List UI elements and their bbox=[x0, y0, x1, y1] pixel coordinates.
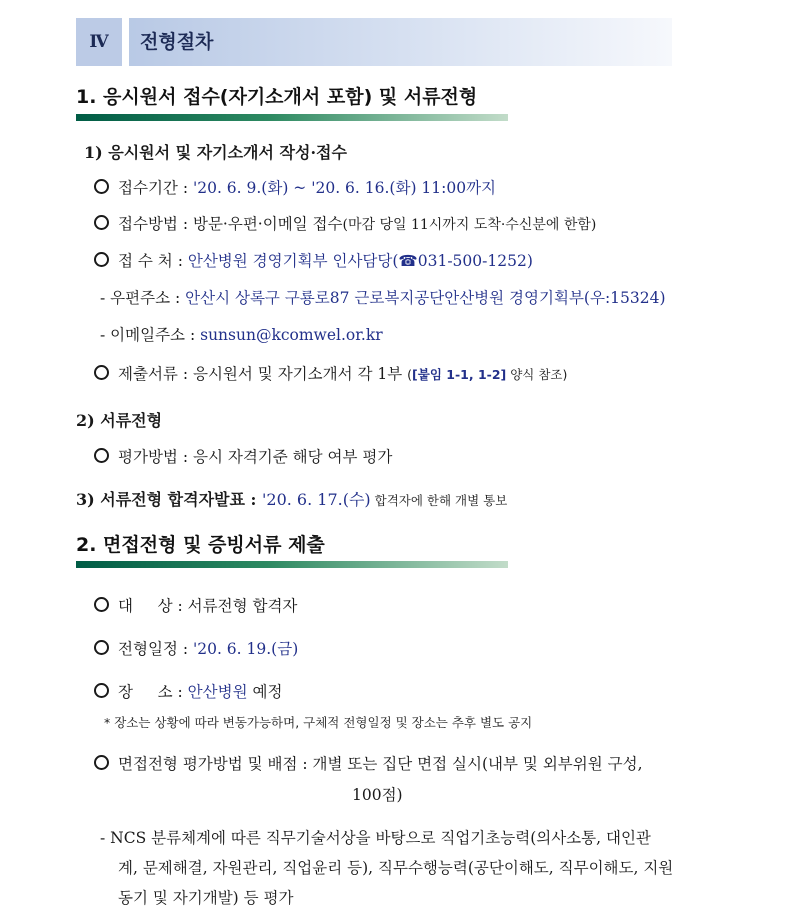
section-banner-divider bbox=[122, 18, 129, 66]
heading-2-underline bbox=[76, 561, 508, 568]
section-number: Ⅳ bbox=[76, 18, 122, 66]
item-interview-eval: 면접전형 평가방법 및 배점 : 개별 또는 집단 면접 실시(내부 및 외부위원 구성, bbox=[94, 752, 643, 774]
phone-icon: ☎ bbox=[398, 252, 418, 270]
subheading-announcement: 3) 서류전형 합격자발표 : '20. 6. 17.(수) 합격자에 한해 개별 통보 bbox=[76, 490, 508, 509]
circle-bullet-icon bbox=[94, 365, 109, 380]
item-interview-date: 전형일정 : '20. 6. 19.(금) bbox=[94, 637, 298, 659]
circle-bullet-icon bbox=[94, 215, 109, 230]
heading-2: 2. 면접전형 및 증빙서류 제출 bbox=[76, 534, 325, 556]
item-eval-method: 평가방법 : 응시 자격기준 해당 여부 평가 bbox=[94, 445, 392, 467]
item-receipt-method: 접수방법 : 방문·우편·이메일 접수(마감 당일 11시까지 도착·수신분에 한함) bbox=[94, 212, 596, 234]
circle-bullet-icon bbox=[94, 755, 109, 770]
circle-bullet-icon bbox=[94, 683, 109, 698]
email-link[interactable]: sunsun@kcomwel.or.kr bbox=[200, 326, 383, 344]
item-interview-place: 장 소 : 안산병원 예정 bbox=[94, 680, 282, 702]
circle-bullet-icon bbox=[94, 252, 109, 267]
subheading-document-screening: 2) 서류전형 bbox=[76, 411, 163, 430]
circle-bullet-icon bbox=[94, 448, 109, 463]
ncs-line-1: - NCS 분류체계에 따른 직무기술서상을 바탕으로 직업기초능력(의사소통, 대인관 bbox=[100, 829, 651, 847]
heading-1-underline bbox=[76, 114, 508, 121]
circle-bullet-icon bbox=[94, 640, 109, 655]
item-email-address: - 이메일주소 : sunsun@kcomwel.or.kr bbox=[100, 326, 383, 344]
item-interview-eval-cont: 100점) bbox=[352, 786, 403, 804]
item-receipt-period: 접수기간 : '20. 6. 9.(화) ~ '20. 6. 16.(화) 11:00까지 bbox=[94, 176, 496, 198]
ncs-line-2: 계, 문제해결, 자원관리, 직업윤리 등), 직무수행능력(공단이해도, 직무이해도, 지원 bbox=[118, 859, 674, 877]
item-interview-target: 대 상 : 서류전형 합격자 bbox=[94, 594, 297, 616]
item-receipt-place: 접 수 처 : 안산병원 경영기획부 인사담당(☎031-500-1252) bbox=[94, 249, 533, 271]
place-footnote: * 장소는 상황에 따라 변동가능하며, 구체적 전형일정 및 장소는 추후 별도 공지 bbox=[104, 715, 533, 730]
item-postal-address: - 우편주소 : 안산시 상록구 구룡로87 근로복지공단안산병원 경영기획부(우:15324) bbox=[100, 289, 666, 307]
subheading-application: 1) 응시원서 및 자기소개서 작성·접수 bbox=[84, 143, 347, 162]
ncs-line-3: 동기 및 자기개발) 등 평가 bbox=[118, 889, 294, 907]
item-submit-docs: 제출서류 : 응시원서 및 자기소개서 각 1부 ([붙임 1-1, 1-2] 양식 참조) bbox=[94, 362, 567, 384]
circle-bullet-icon bbox=[94, 597, 109, 612]
heading-1: 1. 응시원서 접수(자기소개서 포함) 및 서류전형 bbox=[76, 86, 478, 108]
section-title: 전형절차 bbox=[140, 31, 214, 53]
circle-bullet-icon bbox=[94, 179, 109, 194]
